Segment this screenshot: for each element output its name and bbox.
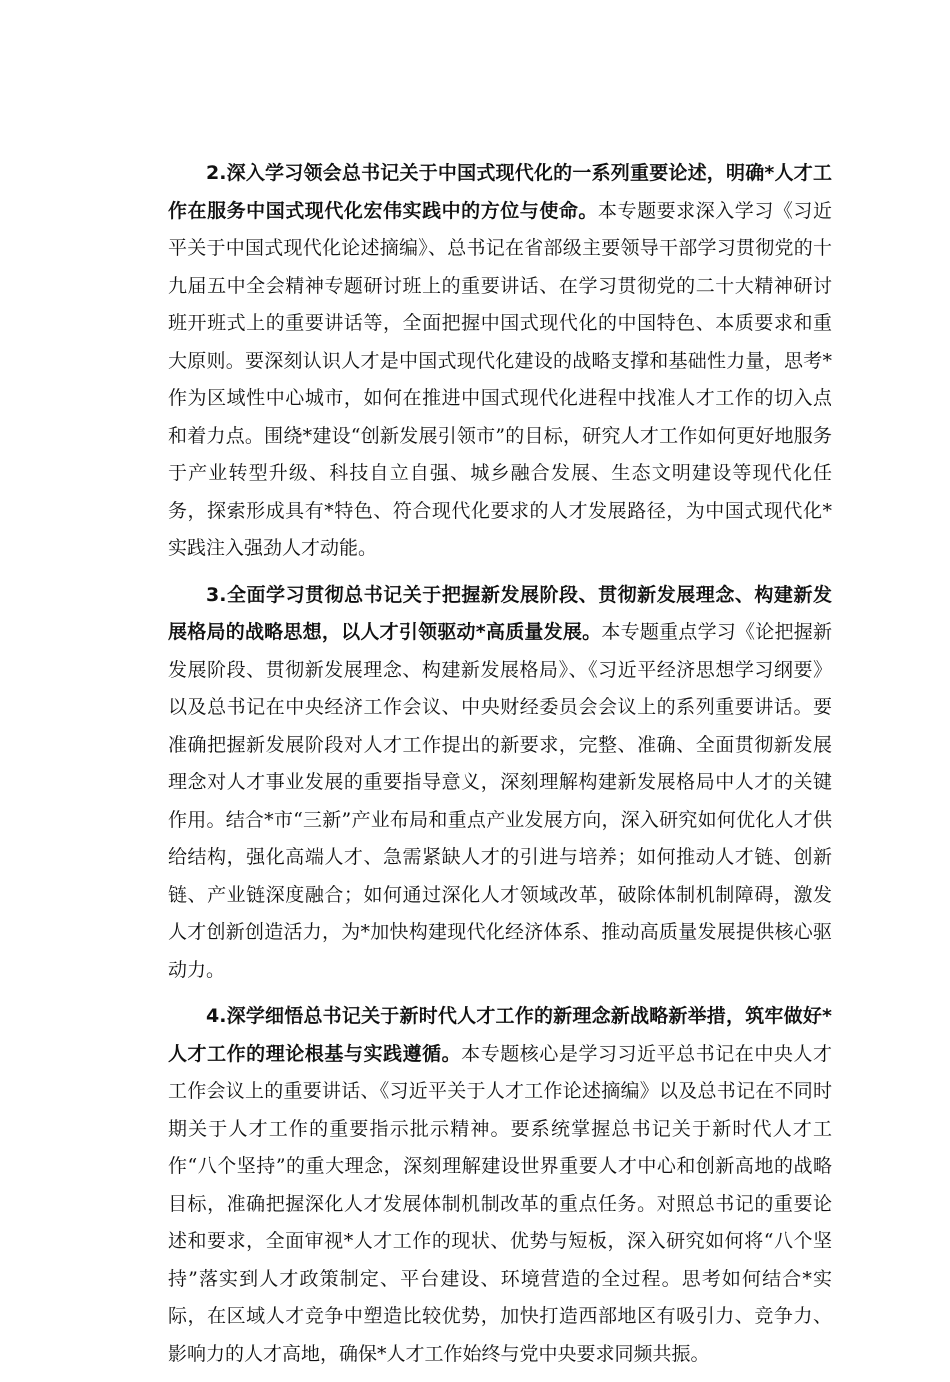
paragraph-heading: 4.深学细悟总书记关于新时代人才工作的新理念新战略新举措，筑牢做好*人才工作的理论根基与实践遵循。 (168, 1005, 832, 1065)
document-body (168, 155, 832, 1382)
paragraph-text: 本专题重点学习《论把握新发展阶段、贯彻新发展理念、构建新发展格局》、《习近平经济思想学习纲要》以及总书记在中央经济工作会议、中央财经委员会会议上的系列重要讲话。要准确把握新发展阶段对人才工作提出的新要求，完整、准确、全面贯彻新发展理念对人才事业发展的重要指导意义，深刻理解构建新发展格局中人才的关键作用。结合*市“三新”产业布局和重点产业发展方向，深入研究如何优化人才供给结构，强化高端人才、急需紧缺人才的引进与培养；如何推动人才链、创新链、产业链深度融合；如何通过深化人才领域改革，破除体制机制障碍，激发人才创新创造活力，为*加快构建现代化经济体系、推动高质量发展提供核心驱动力。 (168, 621, 832, 981)
paragraph-text: 本专题要求深入学习《习近平关于中国式现代化论述摘编》、总书记在省部级主要领导干部学习贯彻党的十九届五中全会精神专题研讨班上的重要讲话、在学习贯彻党的二十大精神研讨班开班式上的重要讲话等，全面把握中国式现代化的中国特色、本质要求和重大原则。要深刻认识人才是中国式现代化建设的战略支撑和基础性力量，思考*作为区域性中心城市，如何在推进中国式现代化进程中找准人才工作的切入点和着力点。围绕*建设“创新发展引领市”的目标，研究人才工作如何更好地服务于产业转型升级、科技自立自强、城乡融合发展、生态文明建设等现代化任务，探索形成具有*特色、符合现代化要求的人才发展路径，为中国式现代化*实践注入强劲人才动能。 (168, 199, 832, 559)
paragraph-topic-2 (168, 155, 832, 568)
paragraph-heading: 3.全面学习贯彻总书记关于把握新发展阶段、贯彻新发展理念、构建新发展格局的战略思想，以人才引领驱动*高质量发展。 (168, 583, 832, 643)
paragraph-topic-4 (168, 998, 832, 1373)
paragraph-text: 本专题核心是学习习近平总书记在中央人才工作会议上的重要讲话、《习近平关于人才工作论述摘编》以及总书记在不同时期关于人才工作的重要指示批示精神。要系统掌握总书记关于新时代人才工作“八个坚持”的重大理念，深刻理解建设世界重要人才中心和创新高地的战略目标，准确把握深化人才发展体制机制改革的重点任务。对照总书记的重要论述和要求，全面审视*人才工作的现状、优势与短板，深入研究如何将“八个坚持”落实到人才政策制定、平台建设、环境营造的全过程。思考如何结合*实际，在区域人才竞争中塑造比较优势，加快打造西部地区有吸引力、竞争力、影响力的人才高地，确保*人才工作始终与党中央要求同频共振。 (168, 1042, 832, 1365)
paragraph-heading: 2.深入学习领会总书记关于中国式现代化的一系列重要论述，明确*人才工作在服务中国式现代化宏伟实践中的方位与使命。 (168, 162, 832, 222)
paragraph-topic-3 (168, 577, 832, 990)
